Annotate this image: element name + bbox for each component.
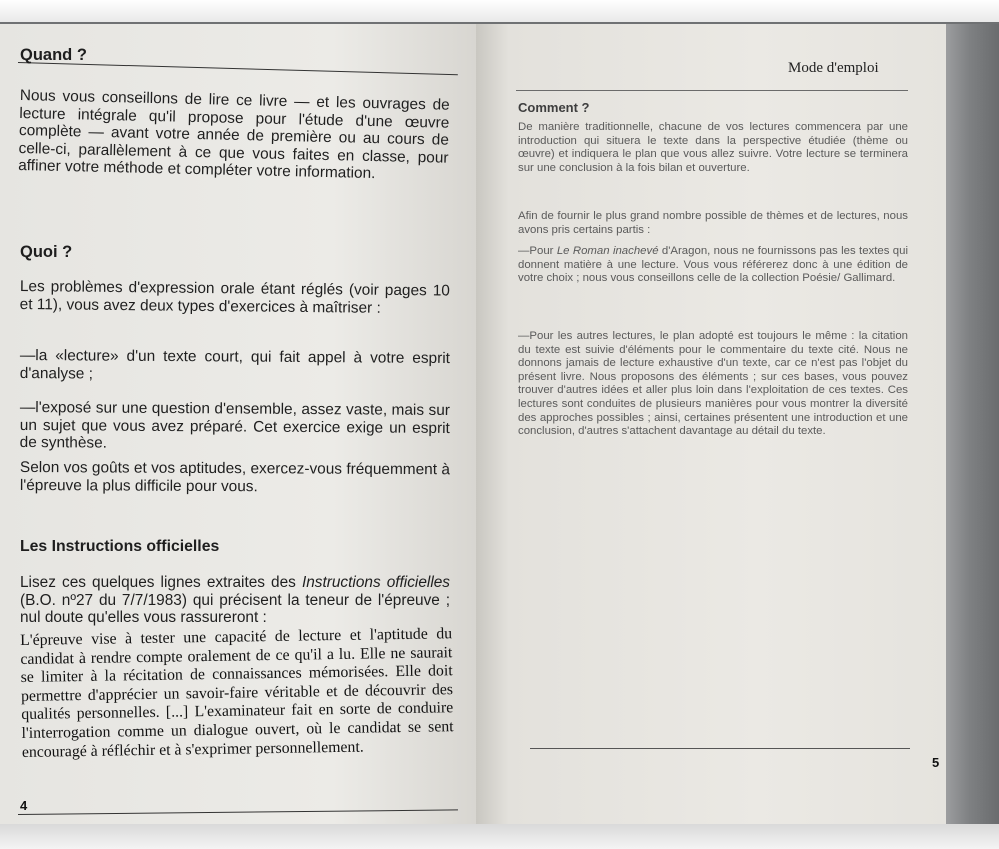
paragraph-quoi-intro: Les problèmes d'expression orale étant réglés (voir pages 10 et 11), vous avez deux types d'exercices à maîtriser :	[19, 278, 450, 317]
left-page	[0, 24, 476, 824]
heading-instructions: Les Instructions officielles	[20, 538, 220, 555]
instructions-intro-end: (B.O. nº27 du 7/7/1983) qui précisent la teneur de l'épreuve ; nul doute qu'elles vous rassureront :	[20, 591, 450, 626]
heading-quand: Quand ?	[20, 46, 87, 64]
paragraph-quoi-item-1: —la «lecture» d'un texte court, qui fait appel à votre esprit d'analyse ;	[19, 347, 450, 383]
photo-bottom-background	[0, 824, 999, 849]
paragraph-comment-3	[518, 245, 908, 286]
photo-top-background	[0, 0, 999, 22]
right-page	[476, 24, 946, 824]
paragraph-quoi-advice: Selon vos goûts et vos aptitudes, exercez-vous fréquemment à l'épreuve la plus difficile pour vous.	[19, 459, 450, 495]
paragraph-comment-2: Afin de fournir le plus grand nombre possible de thèmes et de lectures, nous avons pris certains partis :	[518, 210, 908, 236]
paragraph-instructions-intro	[20, 574, 450, 627]
paragraph-comment-4: —Pour les autres lectures, le plan adopté est toujours le même : la citation du texte est suivie d'éléments pour le commentaire du texte cité. Nous ne donnons jamais de lecture exhaustive d'un texte, car ce n'est pas l'objet du présent livre. Nous proposons des éléments ; sur ces bases, vous pouvez trouver d'autres idées et aller plus loin dans l'exploitation de ces textes. Ces lectures sont conduites de plusieurs manières pour vous montrer la diversité des approches possibles ; ainsi, certaines présentent une introduction et une conclusion, d'autres s'attachent davantage au détail du texte.	[518, 330, 908, 438]
book-edge-background	[946, 24, 999, 824]
paragraph-quand: Nous vous conseillons de lire ce livre — et les ouvrages de lecture intégrale qu'il propose pour l'étude d'une œuvre complète — avant votre année de première ou au cours de celle-ci, parallèlement à ce que vous faites en classe, pour affiner votre méthode et compléter votre information.	[18, 87, 450, 183]
comment-3-title: Le Roman inachevé	[556, 245, 659, 257]
comment-3-start: —Pour	[518, 245, 557, 257]
instructions-intro-title: Instructions officielles	[301, 574, 450, 591]
official-quote: L'épreuve vise à tester une capacité de lecture et l'aptitude du candidat à rendre compte oralement de ce qu'il a lu. Elle ne saurait se limiter à la récitation de connaissances mémorisées. Elle doit permettre d'apprécier un savoir-faire véritable et de découvrir des qualités personnelles. [...] L'examinateur fait en sorte de conduire l'interrogation comme un dialogue ouvert, où le candidat se sent encouragé à réfléchir et à s'exprimer personnellement.	[20, 625, 454, 761]
instructions-intro-start: Lisez ces quelques lignes extraites des	[20, 574, 302, 591]
paragraph-quoi-item-2: —l'exposé sur une question d'ensemble, assez vaste, mais sur un sujet que vous avez préparé. Cet exercice exige un esprit de synthèse.	[19, 399, 450, 452]
page-number-right: 5	[932, 755, 940, 770]
paragraph-comment-1: De manière traditionnelle, chacune de vos lectures commencera par une introduction qui situera le texte dans la perspective étudiée (thème ou œuvre) et indiquera le plan que vous allez suivre. Votre lecture se terminera sur une conclusion à la fois bilan et ouverture.	[518, 121, 908, 174]
bottom-rule-left	[18, 809, 458, 815]
running-title: Mode d'emploi	[788, 60, 879, 76]
page-number-left: 4	[20, 798, 28, 813]
heading-comment: Comment ?	[518, 100, 590, 115]
comment-3-end: d'Aragon, nous ne fournissons pas les textes qui donnent matière à une lecture. Vous vous référerez donc à une édition de votre choix ; nous vous conseillons celle de la collection Poésie/ Gallimard.	[518, 245, 908, 285]
bottom-rule-right	[530, 748, 910, 749]
heading-quoi: Quoi ?	[20, 243, 73, 261]
top-rule-right	[516, 90, 908, 91]
